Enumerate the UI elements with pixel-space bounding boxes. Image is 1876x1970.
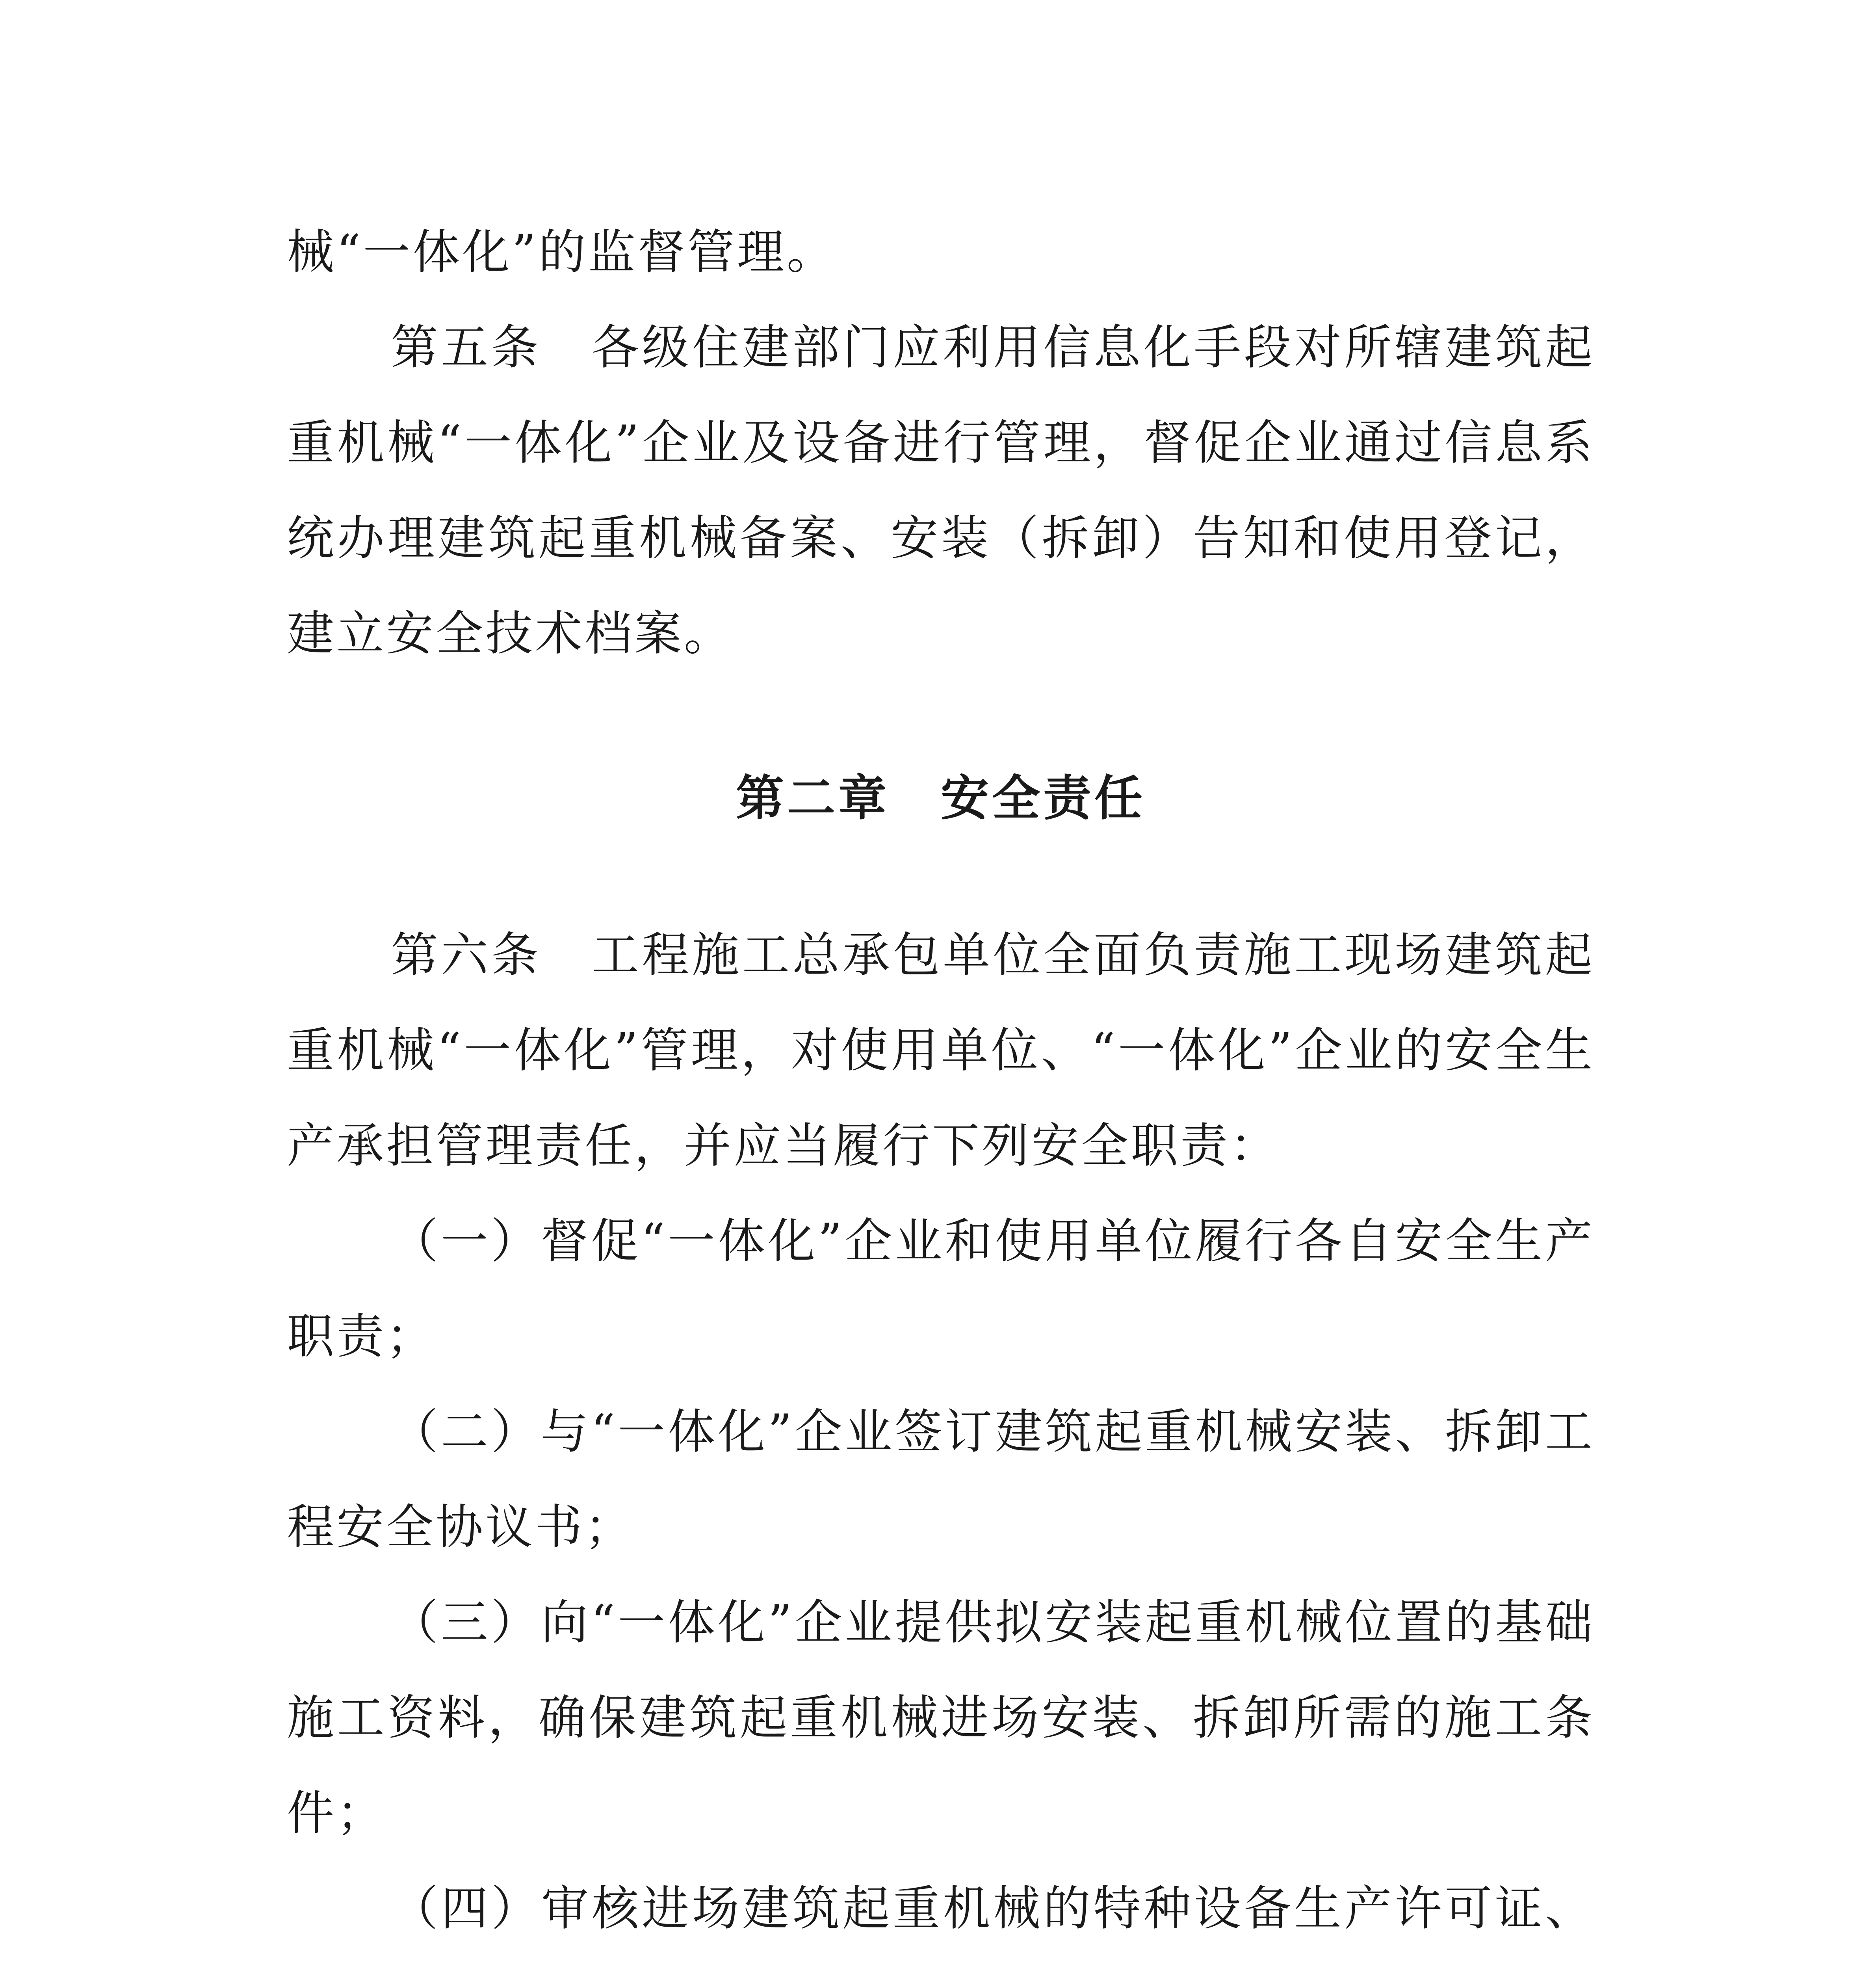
paragraph-article-6: 第六条 工程施工总承包单位全面负责施工现场建筑起重机械“一体化”管理，对使用单位、“一体化”企业的安全生产承担管理责任，并应当履行下列安全职责： bbox=[287, 928, 1595, 1173]
list-item-4: （四）审核进场建筑起重机械的特种设备生产许可证、 bbox=[391, 1881, 1595, 1936]
list-item-3: （三）向“一体化”企业提供拟安装起重机械位置的基础施工资料，确保建筑起重机械进场安装、拆卸所需的施工条件； bbox=[287, 1595, 1595, 1841]
chapter-heading: 第二章 安全责任 bbox=[736, 770, 1146, 826]
paragraph-continuation: 械“一体化”的监督管理。 bbox=[287, 225, 836, 280]
document-body bbox=[287, 205, 1595, 1970]
list-item-1: （一）督促“一体化”企业和使用单位履行各自安全生产职责； bbox=[287, 1214, 1595, 1364]
list-item-2: （二）与“一体化”企业签订建筑起重机械安装、拆卸工程安全协议书； bbox=[287, 1405, 1595, 1555]
paragraph-article-5: 第五条 各级住建部门应利用信息化手段对所辖建筑起重机械“一体化”企业及设备进行管理，督促企业通过信息系统办理建筑起重机械备案、安装（拆卸）告知和使用登记，建立安全技术档案。 bbox=[287, 320, 1595, 661]
